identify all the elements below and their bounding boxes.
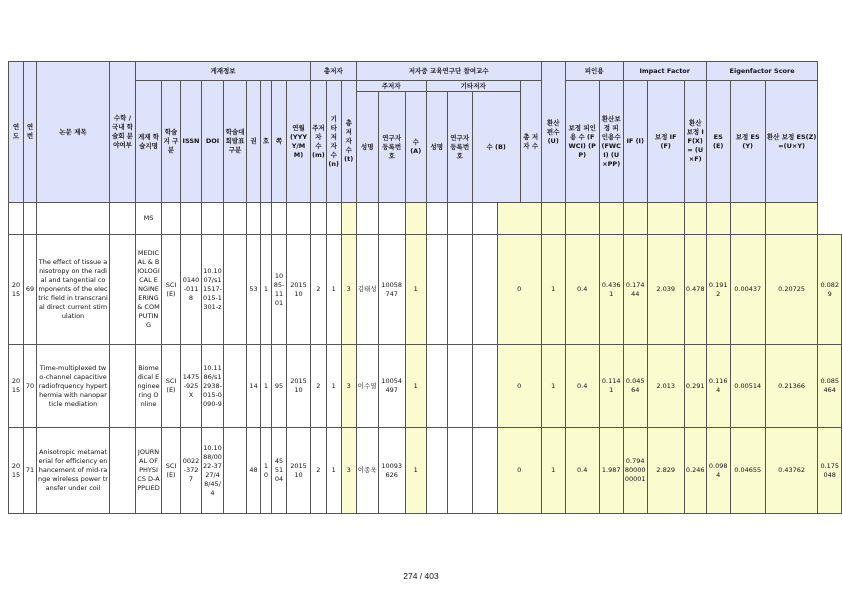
col-main-author-header: 주저자 수 (m) [311, 81, 327, 203]
col-if-header: IF (I) [623, 81, 647, 203]
doi-cell: 10.1007/s11517-015-1301-z [202, 235, 224, 345]
fwci-cell: 1.987 [599, 428, 623, 514]
col-total-count-header: 총 저자 수 [520, 81, 541, 203]
count-b-cell: 0 [497, 345, 541, 428]
conv-es-cell: 0.0829 [818, 235, 842, 345]
professor-group-header: 저자중 교육연구단 참여교수 [356, 62, 541, 81]
title-cell: Time-multiplexed two-channel capacitive radiofrquency hyperthermia with nanoparticle mediation [37, 345, 110, 428]
col-rank-header: 학술대 회발표 구분 [224, 81, 247, 203]
col-conv-if-header: 환산 보정 IF(X) = (U×F) [684, 81, 706, 203]
corr-es-cell: 0.43762 [765, 428, 818, 514]
col-main-name-header: 성명 [356, 92, 378, 203]
corr-if-cell: 0.291 [684, 345, 706, 428]
year-cell: 2015 [9, 428, 24, 514]
ms-row [9, 203, 842, 235]
year-cell: 2015 [9, 345, 24, 428]
total-author-cell: 3 [341, 428, 356, 514]
col-vol-header: 권 [247, 81, 261, 203]
issn-cell: 0022-3727 [181, 428, 202, 514]
conv-if-cell: 0.1164 [706, 345, 730, 428]
col-seq-header: 연번 [24, 62, 37, 203]
col-total-author-header: 총 저자 수 (t) [341, 81, 356, 203]
research-record-table [8, 61, 842, 514]
count-b-cell: 0 [497, 428, 541, 514]
doi-cell: 10.1088/0022-3727/48/45/4 [202, 428, 224, 514]
impact-factor-group-header: Impact Factor [623, 62, 706, 81]
col-doi-header: DOI [202, 81, 224, 203]
total-count-cell: 1 [541, 235, 565, 345]
conv-es-cell: 0.085464 [818, 345, 842, 428]
conv-es-cell: 0.175048 [818, 428, 842, 514]
page-cell: 455104 [272, 428, 287, 514]
date-cell: 2015 10 [287, 235, 311, 345]
converted-cell: 0.4 [565, 345, 599, 428]
conv-if-cell: 0.0984 [706, 428, 730, 514]
es-cell: 0.04655 [730, 428, 765, 514]
prof-name-cell: 김태성 [356, 235, 378, 345]
issn-cell: 0140-0118 [181, 235, 202, 345]
table-row [9, 428, 842, 514]
main-author-cell: 2 [311, 428, 327, 514]
count-a-cell: 1 [405, 235, 426, 345]
col-date-header: 연월 (YYYY/MM) [287, 81, 311, 203]
col-type-header: 수학 /국내 학술회 분야여부 [110, 62, 136, 203]
prof-reg-cell: 10054497 [378, 345, 405, 428]
col-corr-if-header: 보정 IF (F) [647, 81, 684, 203]
conv-fwci-cell: 0.7948000000001 [623, 428, 647, 514]
if-cell: 2.829 [647, 428, 684, 514]
eigenfactor-group-header: Eigenfactor Score [706, 62, 818, 81]
year-cell: 2015 [9, 235, 24, 345]
col-conv-fwci-header: 환산보정 피인용수 (FWCI) (U×PP) [599, 81, 623, 203]
col-year-header: 연도 [9, 62, 24, 203]
col-issn-header: ISSN [181, 81, 202, 203]
title-cell: Anisotropic metamaterial for efficiency enhancement of mid-range wireless power transfer under coil [37, 428, 110, 514]
col-main-reg-header: 연구자 등록번호 [378, 92, 405, 203]
page-cell: 1085-1101 [272, 235, 287, 345]
col-journal-header: 게재 학술지명 [136, 81, 162, 203]
prof-name-cell: 이종욱 [356, 428, 378, 514]
seq-cell: 71 [24, 428, 37, 514]
col-count-a-header: 수 (A) [405, 92, 426, 203]
prof-name-cell: 이수열 [356, 345, 378, 428]
main-author-cell: 2 [311, 345, 327, 428]
col-other-name-header: 성명 [426, 92, 447, 203]
kind-cell: SCI(E) [162, 428, 181, 514]
total-count-cell: 1 [541, 428, 565, 514]
converted-cell: 0.4 [565, 235, 599, 345]
journal-cell: MEDICAL & BIOLOGICAL ENGINEERING & COMPUTING [136, 235, 162, 345]
vol-cell: 14 [247, 345, 261, 428]
col-fwci-header: 보정 피인용 수 (FWCI) (PP) [565, 81, 599, 203]
total-author-cell: 3 [341, 345, 356, 428]
journal-info-group-header: 게재정보 [136, 62, 311, 81]
date-cell: 2015 10 [287, 345, 311, 428]
journal-cell: JOURNAL OF PHYSICS D-APPLIED [136, 428, 162, 514]
kind-cell: SCI(E) [162, 345, 181, 428]
prof-reg-cell: 10058747 [378, 235, 405, 345]
seq-cell: 70 [24, 345, 37, 428]
col-count-b-header: 수 (B) [472, 92, 520, 203]
seq-cell: 69 [24, 235, 37, 345]
col-page-header: 쪽 [272, 81, 287, 203]
col-other-reg-header: 연구자 등록번호 [447, 92, 472, 203]
main-author-cell: 2 [311, 235, 327, 345]
count-b-cell: 0 [497, 235, 541, 345]
other-author-cell: 1 [326, 345, 341, 428]
citation-group-header: 피인용 [565, 62, 623, 81]
doi-cell: 10.1186/s12938-015-0090-9 [202, 345, 224, 428]
no-cell: 1 [261, 235, 272, 345]
page-cell: 95 [272, 345, 287, 428]
col-conv-es-header: 환산 보정 ES(Z) =(U×Y) [765, 81, 818, 203]
corr-if-cell: 0.246 [684, 428, 706, 514]
issn-cell: 1475-925X [181, 345, 202, 428]
col-corr-es-header: 보정 ES (Y) [730, 81, 765, 203]
col-other-author-header: 기타 저자 수 (n) [326, 81, 341, 203]
if-cell: 2.013 [647, 345, 684, 428]
other-author-cell: 1 [326, 235, 341, 345]
no-cell: 1 [261, 345, 272, 428]
col-title-header: 논문 제목 [37, 62, 110, 203]
total-author-cell: 3 [341, 235, 356, 345]
col-converted-header: 환산 편수 (U) [541, 62, 565, 203]
no-cell: 10 [261, 428, 272, 514]
fwci-cell: 0.4361 [599, 235, 623, 345]
authors-group-header: 총저자 [311, 62, 357, 81]
conv-fwci-cell: 0.17444 [623, 235, 647, 345]
corr-es-cell: 0.21366 [765, 345, 818, 428]
converted-cell: 0.4 [565, 428, 599, 514]
date-cell: 2015 10 [287, 428, 311, 514]
prof-reg-cell: 10093626 [378, 428, 405, 514]
if-cell: 2.039 [647, 235, 684, 345]
ms-label: MS [136, 203, 162, 235]
count-a-cell: 1 [405, 345, 426, 428]
conv-fwci-cell: 0.04564 [623, 345, 647, 428]
page-number: 274 / 403 [403, 571, 439, 581]
es-cell: 0.00514 [730, 345, 765, 428]
other-author-subgroup: 기타저자 [426, 81, 520, 92]
table-row [9, 235, 842, 345]
vol-cell: 53 [247, 235, 261, 345]
count-a-cell: 1 [405, 428, 426, 514]
vol-cell: 48 [247, 428, 261, 514]
col-kind-header: 학술지 구분 [162, 81, 181, 203]
total-count-cell: 1 [541, 345, 565, 428]
journal-cell: Biomedical Engineering Online [136, 345, 162, 428]
main-author-subgroup: 주저자 [356, 81, 426, 92]
corr-es-cell: 0.20725 [765, 235, 818, 345]
table-row [9, 345, 842, 428]
conv-if-cell: 0.1912 [706, 235, 730, 345]
title-cell: The effect of tissue anisotropy on the radial and tangential components of the electric field in transcranial direct current stimulation [37, 235, 110, 345]
col-no-header: 호 [261, 81, 272, 203]
corr-if-cell: 0.478 [684, 235, 706, 345]
kind-cell: SCI(E) [162, 235, 181, 345]
other-author-cell: 1 [326, 428, 341, 514]
fwci-cell: 0.1141 [599, 345, 623, 428]
es-cell: 0.00437 [730, 235, 765, 345]
col-es-header: ES (E) [706, 81, 730, 203]
